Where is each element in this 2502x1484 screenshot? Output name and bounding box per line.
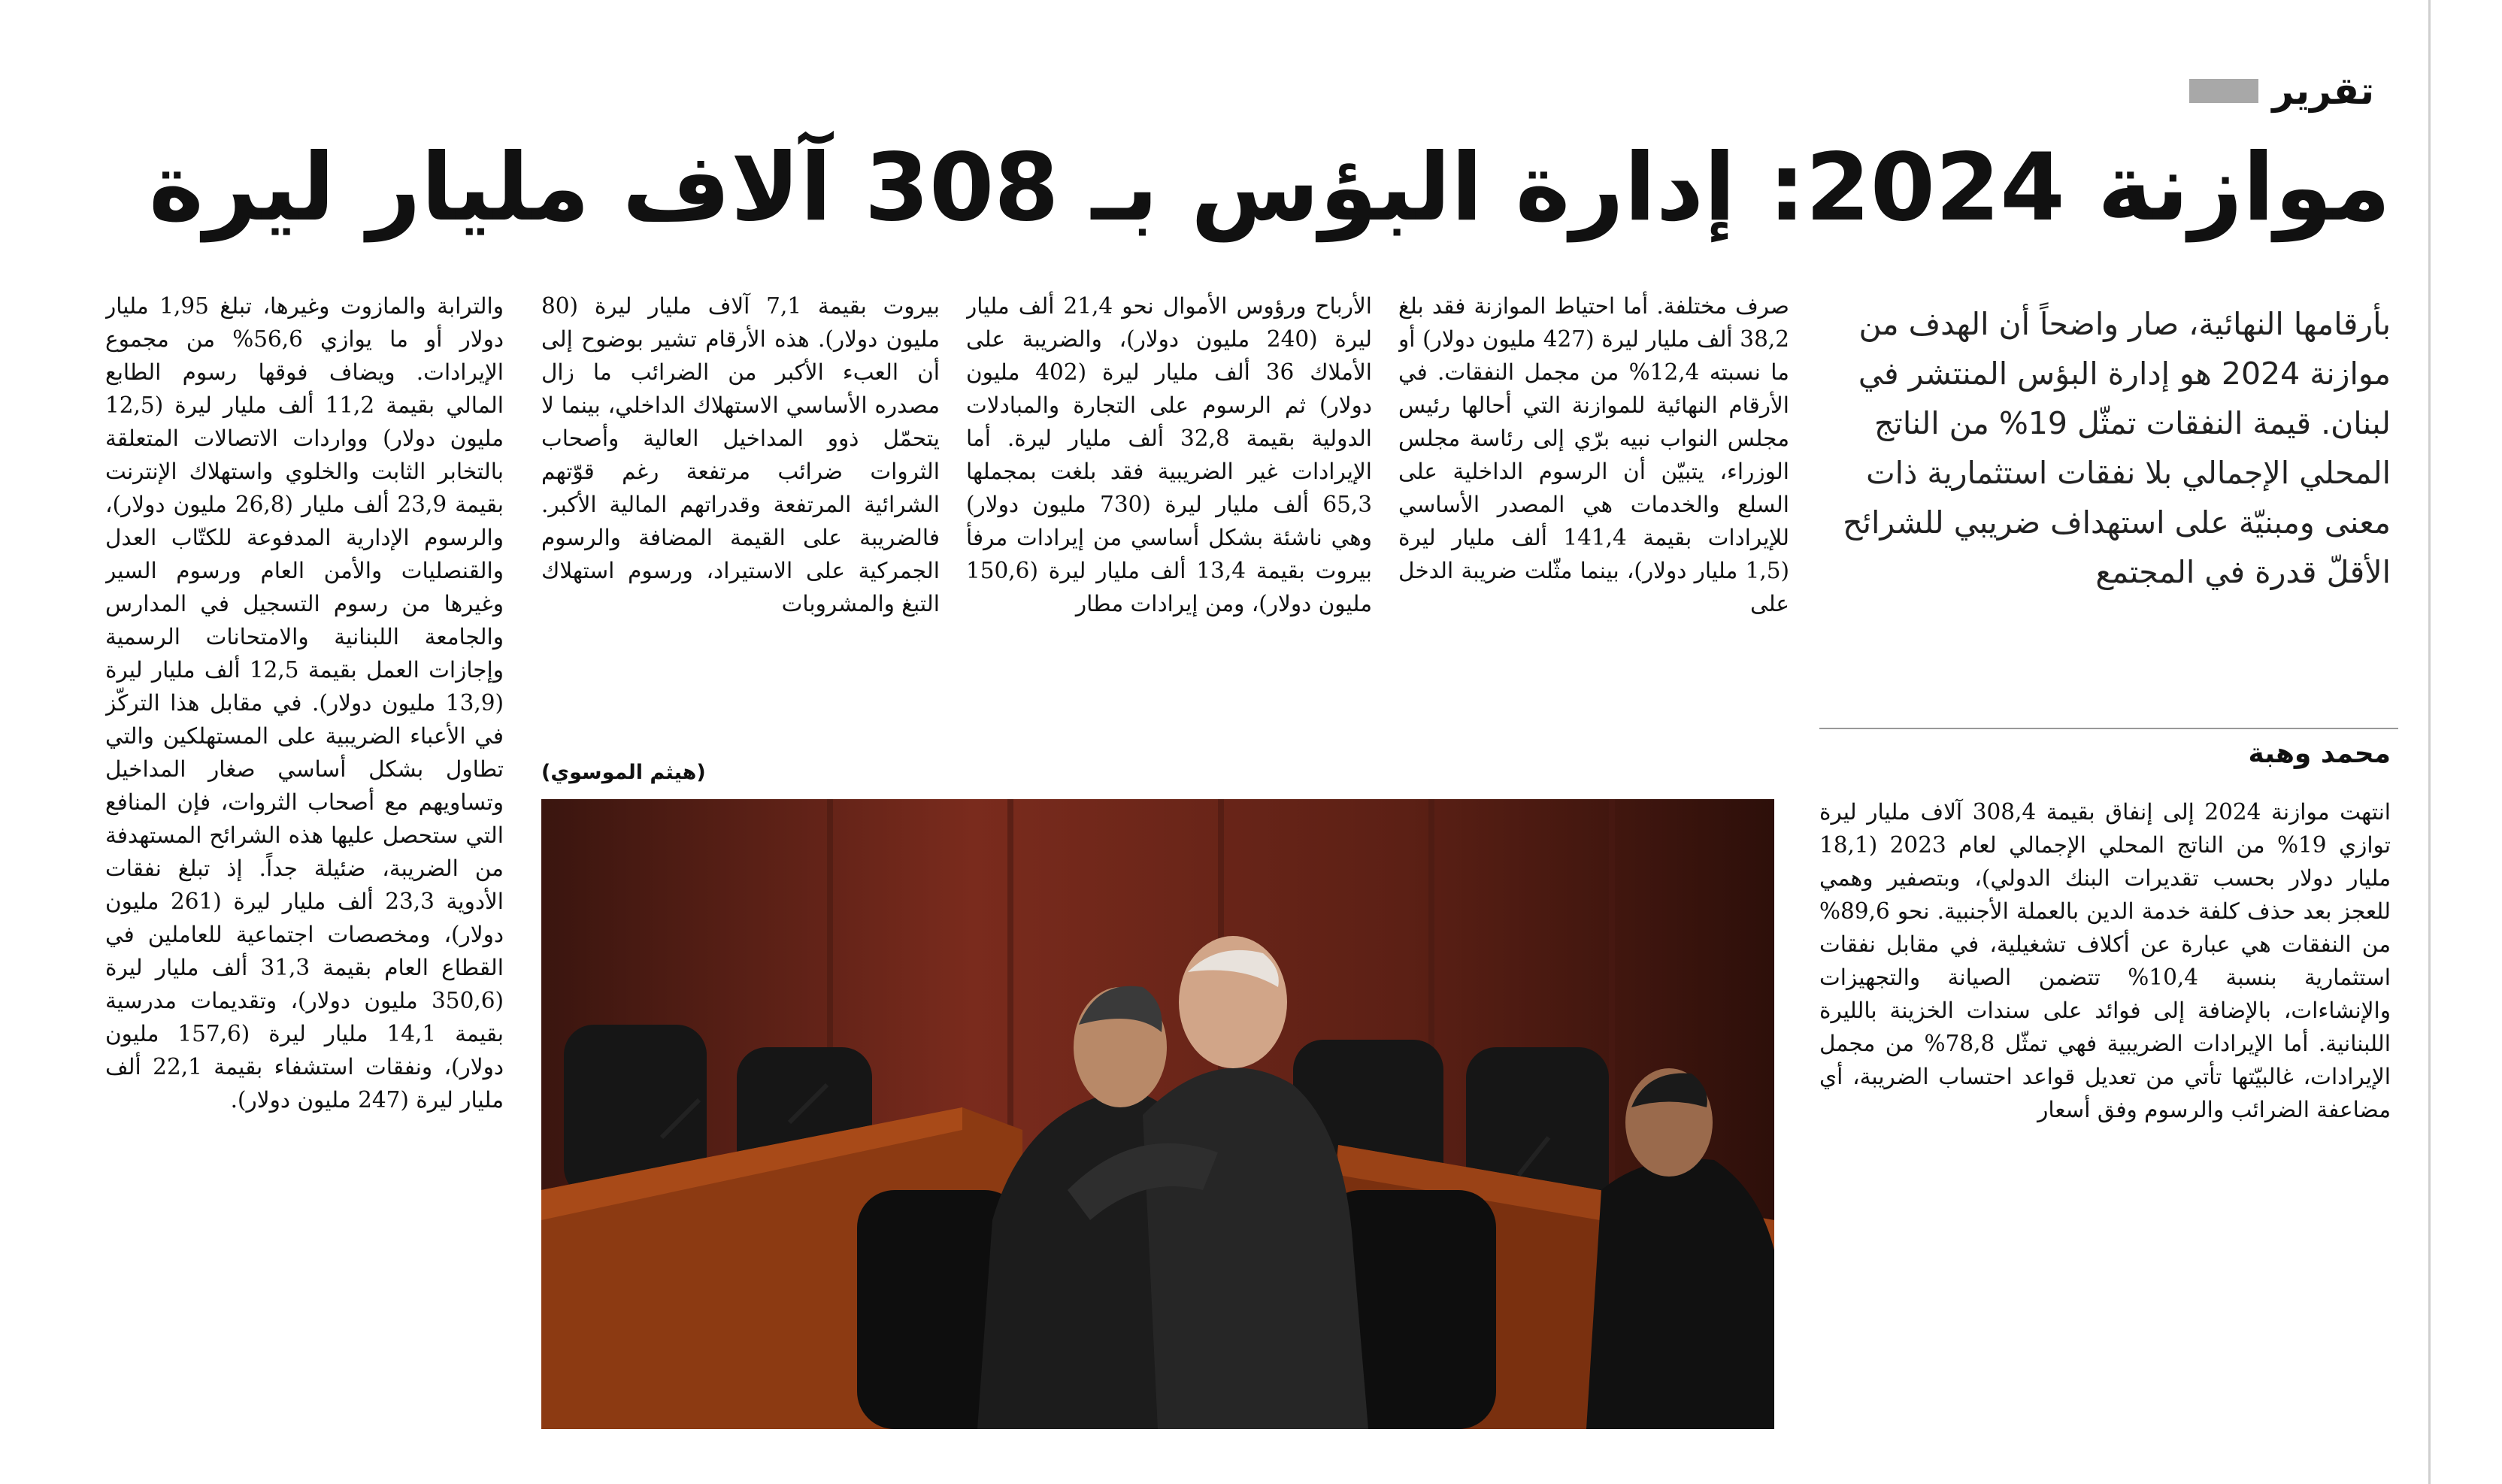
byline: محمد وهبة xyxy=(2248,738,2391,769)
article-column-5 xyxy=(105,289,504,1451)
section-bar xyxy=(2189,79,2258,103)
lead-paragraph: بأرقامها النهائية، صار واضحاً أن الهدف من موازنة 2024 هو إدارة البؤس المنتشر في لبنان. قيمة النفقات تمثّل 19% من الناتج المحلي الإجمالي بلا نفقات استثمارية ذات معنى ومبنيّة على استهداف ضريبي للشرائح الأقلّ قدرة في المجتمع xyxy=(1843,306,2391,590)
parliament-photo-illustration xyxy=(541,799,1774,1429)
section-header xyxy=(2189,69,2374,113)
article-column-3 xyxy=(966,289,1372,740)
page-edge-rule xyxy=(2428,0,2431,1484)
column-text: صرف مختلفة. أما احتياط الموازنة فقد بلغ 38,2 ألف مليار ليرة (427 مليون دولار) أو ما نسبته 12,4% من مجمل النفقات. في الأرقام النهائية للموازنة التي أحالها رئيس مجلس النواب نبيه برّي إلى رئاسة مجلس الوزراء، يتبيّن أن الرسوم الداخلية على السلع والخدمات هي المصدر الأساسي للإيرادات بقيمة 141,4 ألف مليار ليرة (1,5 مليار دولار)، بينما مثّلت ضريبة الدخل على xyxy=(1398,293,1789,616)
section-label: تقرير xyxy=(2272,69,2374,113)
column-text: الأرباح ورؤوس الأموال نحو 21,4 ألف مليار ليرة (240 مليون دولار)، والضريبة على الأملاك 36 ألف مليار ليرة (402 مليون دولار) ثم الرسوم على التجارة والمبادلات الدولية بقيمة 32,8 ألف مليار ليرة. أما الإيرادات غير الضريبية فقد بلغت بمجملها 65,3 ألف مليار ليرة (730 مليون دولار) وهي ناشئة بشكل أساسي من إيرادات مرفأ بيروت بقيمة 13,4 ألف مليار ليرة (150,6 مليون دولار)، ومن إيرادات مطار xyxy=(966,293,1372,616)
byline-divider xyxy=(1819,728,2398,729)
parliament-photo xyxy=(541,799,1774,1429)
article-column-2 xyxy=(1398,289,1789,740)
column-text: انتهت موازنة 2024 إلى إنفاق بقيمة 308,4 آلاف مليار ليرة توازي 19% من الناتج المحلي الإجمالي لعام 2023 (18,1 مليار دولار بحسب تقديرات البنك الدولي)، وبتصفير وهمي للعجز بعد حذف كلفة خدمة الدين بالعملة الأجنبية. نحو 89,6% من النفقات هي عبارة عن أكلاف تشغيلية، في مقابل نفقات استثمارية بنسبة 10,4% تتضمن الصيانة والتجهيزات والإنشاءات، بالإضافة إلى فوائد على سندات الخزينة بالليرة اللبنانية. أما الإيرادات الضريبية فهي تمثّل 78,8% من مجمل الإيرادات، غالبيّتها تأتي من تعديل قواعد احتساب الضريبة، أي مضاعفة الضرائب والرسوم وفق أسعار xyxy=(1819,799,2391,1122)
headline: موازنة 2024: إدارة البؤس بـ 308 آلاف مليار ليرة xyxy=(148,134,2391,242)
column-text: بيروت بقيمة 7,1 آلاف مليار ليرة (80 مليون دولار). هذه الأرقام تشير بوضوح إلى أن العبء الأكبر من الضرائب ما زال مصدره الأساسي الاستهلاك الداخلي، بينما لا يتحمّل ذوو المداخيل العالية وأصحاب الثروات ضرائب مرتفعة رغم قوّتهم الشرائية المرتفعة وقدراتهم المالية الأكبر. فالضريبة على القيمة المضافة والرسوم الجمركية على الاستيراد، ورسوم استهلاك التبغ والمشروبات xyxy=(541,293,940,616)
article-column-4 xyxy=(541,289,940,740)
column-text: والترابة والمازوت وغيرها، تبلغ 1,95 مليار دولار أو ما يوازي 56,6% من مجموع الإيرادات. ويضاف فوقها رسوم الطابع المالي بقيمة 11,2 ألف مليار ليرة (12,5 مليون دولار) وواردات الاتصالات المتعلقة بالتخابر الثابت والخلوي واستهلاك الإنترنت بقيمة 23,9 ألف مليار (26,8 مليون دولار)، والرسوم الإدارية المدفوعة للكتّاب العدل والقنصليات والأمن العام ورسوم السير وغيرها من رسوم التسجيل في المدارس والجامعة اللبنانية والامتحانات الرسمية وإجازات العمل بقيمة 12,5 ألف مليار ليرة (13,9 مليون دولار). في مقابل هذا التركّز في الأعباء الضريبية على المستهلكين والتي تطاول بشكل أساسي صغار المداخيل وتساويهم مع أصحاب الثروات، فإن المنافع التي ستحصل عليها هذه الشرائح المستهدفة من الضريبة، ضئيلة جداً. إذ تبلغ نفقات الأدوية 23,3 ألف مليار ليرة (261 مليون دولار)، ومخصصات اجتماعية للعاملين في القطاع العام بقيمة 31,3 ألف مليار ليرة (350,6 مليون دولار)، وتقديمات مدرسية بقيمة 14,1 مليار ليرة (157,6 مليون دولار)، ونفقات استشفاء بقيمة 22,1 ألف مليار ليرة (247 مليون دولار). xyxy=(105,293,504,1113)
photo-caption: (هيثم الموسوي) xyxy=(541,761,706,784)
article-column-1 xyxy=(1819,795,2391,1449)
